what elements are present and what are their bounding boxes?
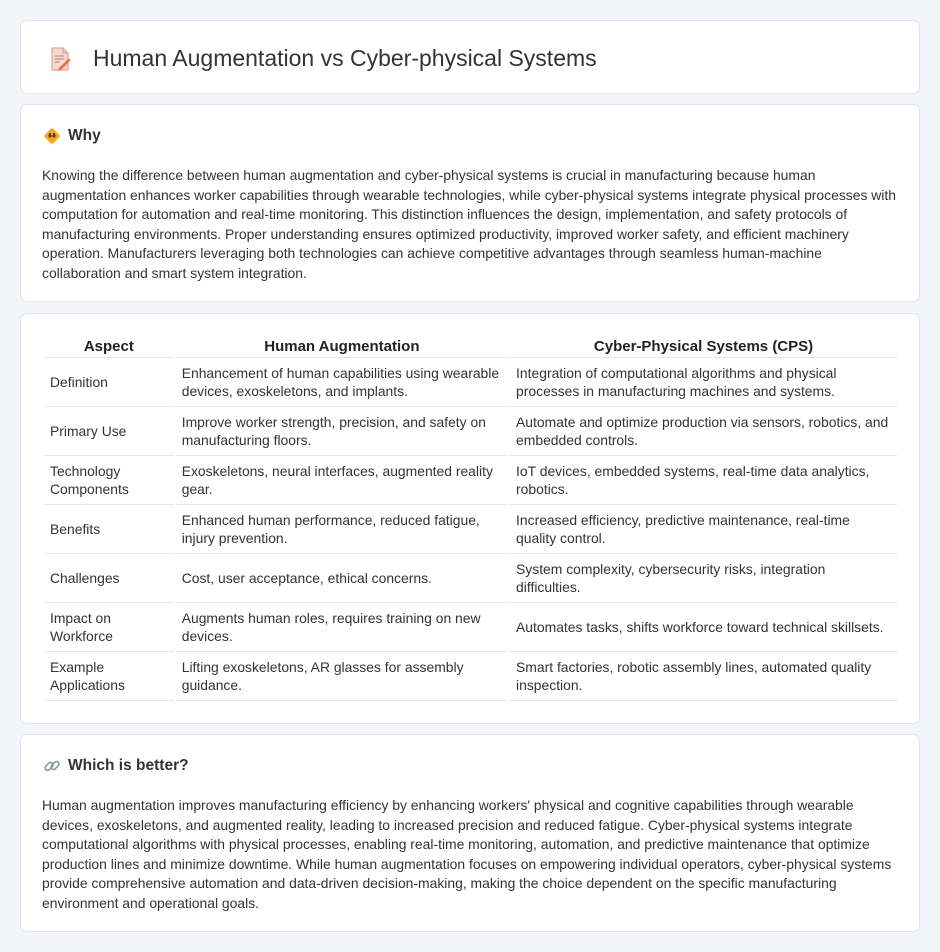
comparison-section xyxy=(20,313,920,724)
row-cps: Increased efficiency, predictive maintenance, real-time quality control. xyxy=(510,505,897,554)
table-row xyxy=(44,358,897,407)
row-cps: System complexity, cybersecurity risks, integration difficulties. xyxy=(510,554,897,603)
row-cps: Automates tasks, shifts workforce toward technical skillsets. xyxy=(510,603,897,652)
page-title: Human Augmentation vs Cyber-physical Systems xyxy=(93,45,597,71)
better-text: Human augmentation improves manufacturing efficiency by enhancing workers' physical and cognitive capabilities through wearable devices, exoskeletons, and augmented reality, leading to increased precision and reduced fatigue. Cyber-physical systems integrate computational algorithms with physical processes, enabling real-time monitoring, automation, and predictive maintenance that optimize production lines and minimize downtime. While human augmentation focuses on empowering individual operators, cyber-physical systems provide comprehensive automation and data-driven decision-making, making the choice dependent on the specific manufacturing environment and operational goals. xyxy=(42,797,892,911)
document-edit-icon xyxy=(47,46,73,72)
header-cps: Cyber-Physical Systems (CPS) xyxy=(510,336,897,358)
table-row xyxy=(44,407,897,456)
diamond-warning-icon xyxy=(43,127,61,145)
row-aspect: Benefits xyxy=(44,505,174,554)
header-aspect: Aspect xyxy=(44,336,174,358)
row-human-augmentation: Lifting exoskeletons, AR glasses for assembly guidance. xyxy=(176,652,508,701)
title-card xyxy=(20,20,920,94)
table-row xyxy=(44,456,897,505)
row-cps: Automate and optimize production via sensors, robotics, and embedded controls. xyxy=(510,407,897,456)
row-human-augmentation: Enhanced human performance, reduced fatigue, injury prevention. xyxy=(176,505,508,554)
row-human-augmentation: Cost, user acceptance, ethical concerns. xyxy=(176,554,508,603)
which-is-better-section xyxy=(20,734,920,932)
link-icon xyxy=(43,757,61,775)
row-aspect: Impact on Workforce xyxy=(44,603,174,652)
row-aspect: Challenges xyxy=(44,554,174,603)
table-row xyxy=(44,505,897,554)
why-text: Knowing the difference between human augmentation and cyber-physical systems is crucial in manufacturing because human augmentation enhances worker capabilities through wearable technologies, while cyber-physical systems integrate physical processes with computation for automation and real-time monitoring. This distinction influences the design, implementation, and safety protocols of manufacturing environments. Proper understanding ensures optimized productivity, improved worker safety, and efficient machinery operation. Manufacturers leveraging both technologies can achieve competitive advantages through seamless human-machine collaboration and smart system integration. xyxy=(42,167,896,281)
row-cps: IoT devices, embedded systems, real-time data analytics, robotics. xyxy=(510,456,897,505)
row-aspect: Primary Use xyxy=(44,407,174,456)
row-human-augmentation: Augments human roles, requires training on new devices. xyxy=(176,603,508,652)
row-human-augmentation: Improve worker strength, precision, and safety on manufacturing floors. xyxy=(176,407,508,456)
better-header xyxy=(43,757,189,775)
better-heading: Which is better? xyxy=(68,757,189,774)
table-row xyxy=(44,652,897,701)
comparison-table xyxy=(42,336,899,701)
row-aspect: Technology Components xyxy=(44,456,174,505)
row-aspect: Definition xyxy=(44,358,174,407)
row-cps: Smart factories, robotic assembly lines, automated quality inspection. xyxy=(510,652,897,701)
why-heading: Why xyxy=(68,127,101,144)
row-human-augmentation: Enhancement of human capabilities using wearable devices, exoskeletons, and implants. xyxy=(176,358,508,407)
row-cps: Integration of computational algorithms and physical processes in manufacturing machines and systems. xyxy=(510,358,897,407)
why-section xyxy=(20,104,920,302)
row-human-augmentation: Exoskeletons, neural interfaces, augmented reality gear. xyxy=(176,456,508,505)
header-human-augmentation: Human Augmentation xyxy=(176,336,508,358)
table-row xyxy=(44,554,897,603)
why-header xyxy=(43,127,101,145)
table-header-row xyxy=(44,336,897,358)
table-row xyxy=(44,603,897,652)
title-row xyxy=(47,45,597,72)
row-aspect: Example Applications xyxy=(44,652,174,701)
